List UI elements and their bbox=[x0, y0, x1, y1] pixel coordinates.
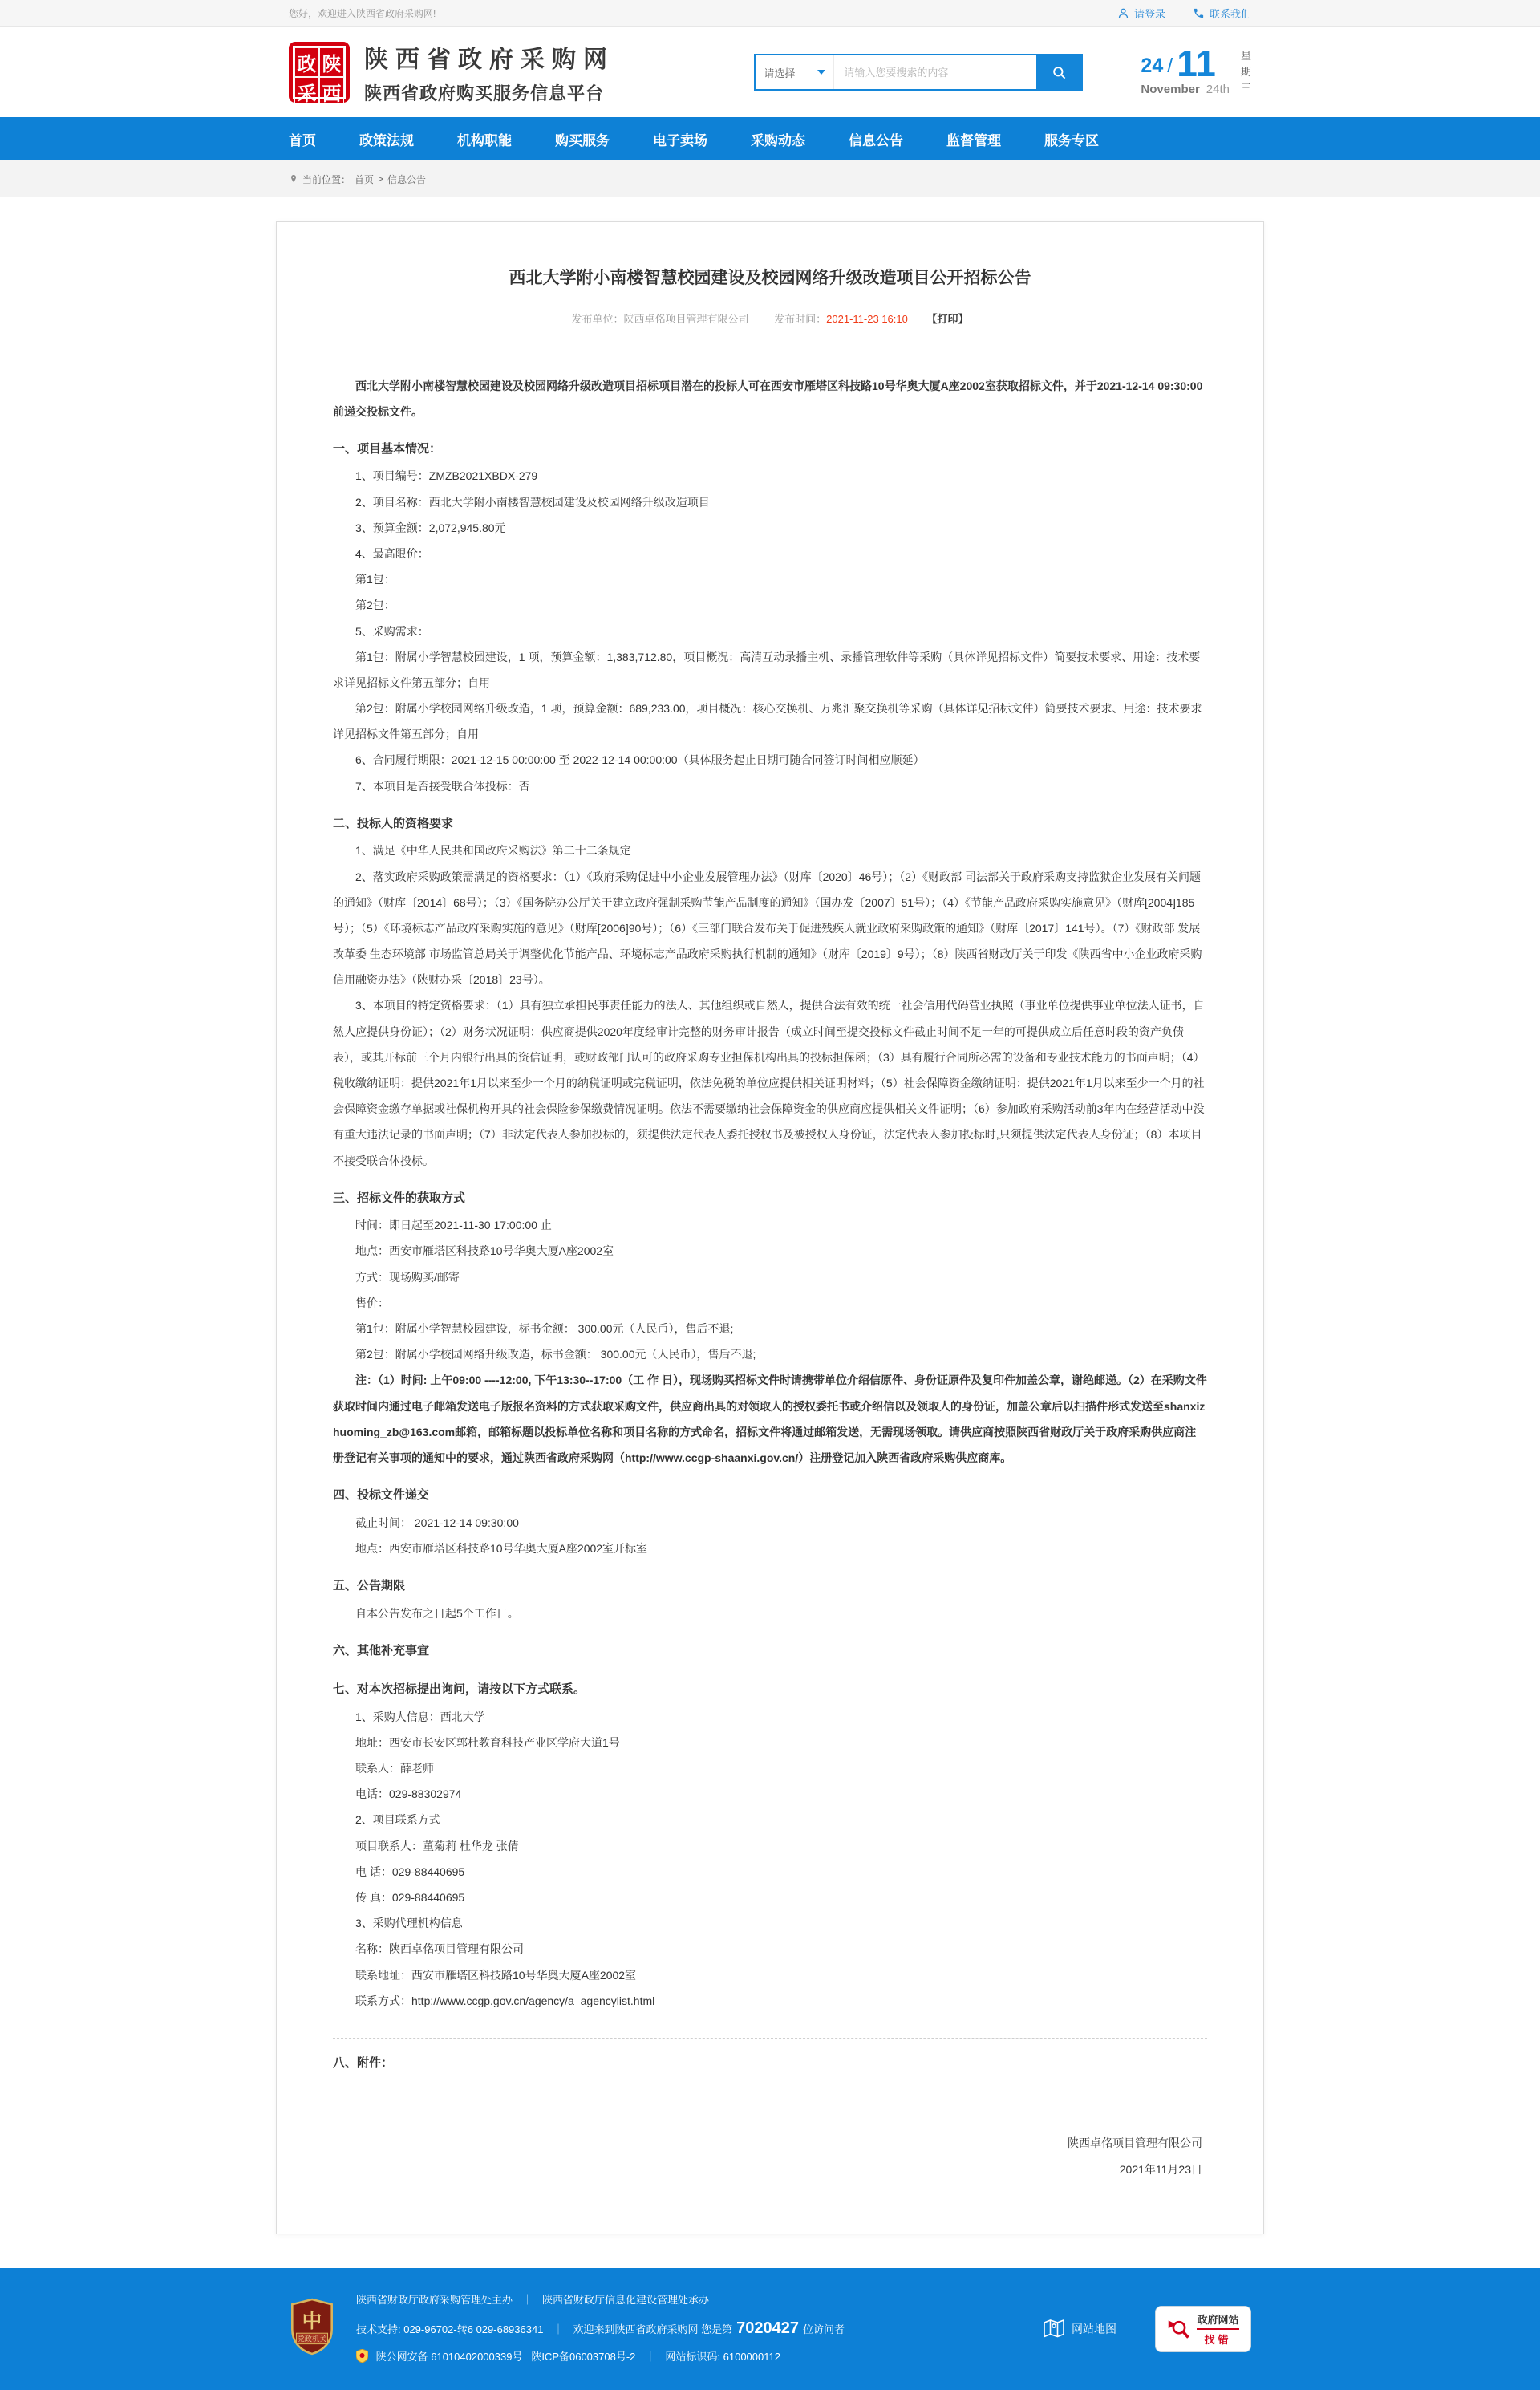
announcement-card bbox=[276, 221, 1264, 2234]
breadcrumb-current[interactable]: 信息公告 bbox=[387, 173, 427, 185]
article-paragraph: 第1包：附属小学智慧校园建设，1 项，预算金额：1,383,712.80，项目概况：高清互动录播主机、录播管理软件等采购（具体详见招标文件）简要技术要求、用途：技术要求详见招标文件第五部分；自用 bbox=[333, 650, 1201, 689]
report-error-badge[interactable]: 政府网站 找错 bbox=[1155, 2306, 1251, 2352]
error-finder-icon bbox=[1167, 2317, 1191, 2341]
article-paragraph: 自本公告发布之日起5个工作日。 bbox=[355, 1606, 519, 1620]
public-security-badge-icon bbox=[356, 2349, 368, 2363]
article-paragraph: 4、最高限价： bbox=[355, 546, 429, 560]
article-paragraph: 名称：陕西卓佲项目管理有限公司 bbox=[355, 1942, 524, 1956]
article-paragraph: 3、预算金额：2,072,945.80元 bbox=[355, 521, 506, 534]
weekday-character: 三 bbox=[1240, 82, 1251, 95]
section-heading: 二、投标人的资格要求 bbox=[333, 816, 454, 830]
date-ordinal: 24th bbox=[1206, 83, 1230, 97]
chevron-down-icon bbox=[817, 70, 825, 75]
nav-item[interactable]: 首页 bbox=[289, 132, 316, 148]
page-title: 西北大学附小南楼智慧校园建设及校园网络升级改造项目公开招标公告 bbox=[509, 269, 1031, 287]
date-month-name: November bbox=[1141, 83, 1200, 97]
article-paragraph: 5、采购需求： bbox=[355, 624, 429, 638]
section-heading: 六、其他补充事宜 bbox=[333, 1643, 430, 1658]
login-link[interactable]: 请登录 bbox=[1117, 6, 1165, 21]
section-heading: 八、附件： bbox=[333, 2055, 394, 2070]
nav-item[interactable]: 采购动态 bbox=[751, 132, 805, 148]
article-paragraph: 项目联系人：董菊莉 杜华龙 张倩 bbox=[355, 1839, 519, 1852]
site-footer bbox=[0, 2268, 1540, 2390]
svg-text:党政机关: 党政机关 bbox=[297, 2335, 327, 2343]
date-widget: 24 / 11 November 24th 星 期 三 bbox=[1141, 42, 1251, 97]
section-heading: 四、投标文件递交 bbox=[333, 1488, 430, 1503]
main-nav bbox=[0, 117, 1540, 160]
article-paragraph: 3、采购代理机构信息 bbox=[355, 1917, 463, 1930]
article-paragraph: 方式：现场购买/邮寄 bbox=[355, 1270, 460, 1284]
welcome-text: 您好，欢迎进入陕西省政府采购网! bbox=[289, 8, 436, 19]
footer-text: 陕西省财政厅政府采购管理处主办 ｜ 陕西省财政厅信息化建设管理处承办 技术支持: 029-96702-转6 029-68936341 ｜ 欢迎来到陕西省政府采购网 您是第 7020427 位访问者 陕公网安备 61010402000339号 陕ICP备06003708号-2 ｜ 网站标识码: 6100000112 bbox=[356, 2294, 845, 2364]
section-heading: 三、招标文件的获取方式 bbox=[333, 1191, 466, 1205]
article-paragraph: 电 话：029-88440695 bbox=[355, 1865, 465, 1878]
footer-tech-support: 技术支持: 029-96702-转6 029-68936341 bbox=[356, 2323, 544, 2336]
breadcrumb: 当前位置： 首页 > 信息公告 bbox=[289, 160, 1251, 197]
logo-character: 西 bbox=[319, 77, 344, 107]
article-paragraph: 2、项目名称：西北大学附小南楼智慧校园建设及校园网络升级改造项目 bbox=[355, 495, 710, 509]
site-title: 陕西省政府采购网 bbox=[364, 47, 614, 73]
publish-time: 2021-11-23 16:10 bbox=[826, 312, 908, 325]
signature-line: 2021年11月23日 bbox=[1119, 2162, 1202, 2176]
article-paragraph: 地址：西安市长安区郭杜教育科技产业区学府大道1号 bbox=[355, 1735, 620, 1749]
user-icon bbox=[1117, 7, 1129, 19]
site-subtitle: 陕西省政府购买服务信息平台 bbox=[364, 83, 605, 103]
footer-icp-record[interactable]: 陕ICP备06003708号-2 bbox=[531, 2351, 636, 2364]
article-paragraph: 6、合同履行期限：2021-12-15 00:00:00 至 2022-12-14 00:00:00（具体服务起止日期可随合同签订时间相应顺延） bbox=[355, 753, 925, 767]
logo-character: 采 bbox=[294, 77, 319, 107]
article-paragraph: 第2包： bbox=[355, 599, 395, 612]
section-heading: 七、对本次招标提出询问，请按以下方式联系。 bbox=[333, 1682, 586, 1697]
article-paragraph: 电话：029-88302974 bbox=[355, 1787, 462, 1801]
article-paragraph: 联系人：薛老师 bbox=[355, 1762, 434, 1775]
article-paragraph: 第1包：附属小学智慧校园建设，标书金额： 300.00元（人民币），售后不退; bbox=[355, 1322, 734, 1335]
visitor-count: 7020427 bbox=[736, 2319, 799, 2338]
article-paragraph: 联系地址：西安市雁塔区科技路10号华奥大厦A座2002室 bbox=[355, 1968, 637, 1982]
article-paragraph: 1、项目编号：ZMZB2021XBDX-279 bbox=[355, 469, 538, 483]
nav-item[interactable]: 电子卖场 bbox=[653, 132, 707, 148]
attachment-divider bbox=[333, 2038, 1207, 2039]
date-day: 24 bbox=[1141, 55, 1164, 78]
nav-item[interactable]: 机构职能 bbox=[457, 132, 512, 148]
phone-icon bbox=[1193, 7, 1205, 19]
section-heading: 一、项目基本情况： bbox=[333, 441, 442, 456]
sitemap-link[interactable]: 网站地图 bbox=[1044, 2319, 1116, 2338]
article-paragraph: 2、项目联系方式 bbox=[355, 1813, 440, 1827]
article-paragraph: 3、本项目的特定资格要求：（1）具有独立承担民事责任能力的法人、其他组织或自然人，提供合法有效的统一社会信用代码营业执照（事业单位提供事业单位法人证书，自然人应提供身份证）；（2）财务状况证明：供应商提供2020年度经审计完整的财务审计报告（成立时间至提交投标文件截止时间不足一年的可提供成立后任意时段的资产负债表），或其开标前三个月内银行出具的资信证明，或财政部门认可的政府采购专业担保机构出具的投标担保函；（3）具有履行合同所必需的设备和专业技术能力的书面声明；（4）税收缴纳证明：提供2021年1月以来至少一个月的纳税证明或完税证明，依法免税的单位应提供相关证明材料；（5）社会保障资金缴纳证明：提供2021年1月以来至少一个月的社会保障资金缴存单据或社保机构开具的社会保险参保缴费情况证明。依法不需要缴纳社会保障资金的供应商应提供相关文件证明；（6）参加政府采购活动前3年内在经营活动中没有重大违法记录的书面声明；（7）非法定代表人参加投标的，须提供法定代表人委托授权书及被授权人身份证，法定代表人参加投标时,只须提供法定代表人身份证；（8）本项目不接受联合体投标。 bbox=[333, 999, 1205, 1167]
contact-link[interactable]: 联系我们 bbox=[1193, 6, 1251, 21]
date-weekday bbox=[1241, 48, 1251, 96]
article-paragraph: 地点：西安市雁塔区科技路10号华奥大厦A座2002室开标室 bbox=[355, 1541, 648, 1555]
location-pin-icon bbox=[289, 173, 298, 185]
article-body bbox=[333, 373, 1207, 2182]
article-paragraph: 时间：即日起至2021-11-30 17:00:00 止 bbox=[355, 1219, 552, 1232]
article-paragraph: 1、采购人信息：西北大学 bbox=[355, 1710, 485, 1723]
article-meta: 发布单位：陕西卓佲项目管理有限公司 发布时间：2021-11-23 16:10 【打印】 bbox=[571, 312, 969, 325]
site-header bbox=[0, 27, 1540, 117]
map-icon bbox=[1044, 2319, 1064, 2338]
nav-item[interactable]: 信息公告 bbox=[849, 132, 903, 148]
logo-character: 陕 bbox=[319, 47, 344, 77]
site-titles bbox=[364, 39, 614, 105]
breadcrumb-bar bbox=[0, 160, 1540, 197]
weekday-character: 星 bbox=[1240, 49, 1251, 62]
utility-bar bbox=[0, 0, 1540, 27]
publisher-name: 陕西卓佲项目管理有限公司 bbox=[623, 312, 749, 325]
signature-line: 陕西卓佲项目管理有限公司 bbox=[1068, 2136, 1202, 2150]
article-paragraph: 第2包：附属小学校园网络升级改造，标书金额： 300.00元（人民币），售后不退; bbox=[355, 1348, 756, 1361]
article-paragraph: 西北大学附小南楼智慧校园建设及校园网络升级改造项目招标项目潜在的投标人可在西安市雁塔区科技路10号华奥大厦A座2002室获取招标文件，并于2021-12-14 09:30:00前递交投标文件。 bbox=[333, 379, 1203, 418]
nav-item[interactable]: 服务专区 bbox=[1044, 132, 1099, 148]
site-logo bbox=[289, 42, 350, 103]
footer-managed-by: 陕西省财政厅信息化建设管理处承办 bbox=[542, 2294, 710, 2307]
weekday-character: 期 bbox=[1240, 65, 1251, 78]
nav-item[interactable]: 购买服务 bbox=[555, 132, 610, 148]
search-button[interactable] bbox=[1036, 55, 1081, 89]
date-month: 11 bbox=[1177, 42, 1216, 84]
article-paragraph: 1、满足《中华人民共和国政府采购法》第二十二条规定 bbox=[355, 844, 631, 858]
footer-hosted-by: 陕西省财政厅政府采购管理处主办 bbox=[356, 2294, 513, 2307]
article-paragraph: 7、本项目是否接受联合体投标：否 bbox=[355, 779, 530, 793]
article-paragraph: 注：（1）时间: 上午09:00 ----12:00, 下午13:30--17:00（工 作 日），现场购买招标文件时请携带单位介绍信原件、身份证原件及复印件加盖公章，谢绝邮递。（2）在采购文件获取时间内通过电子邮箱发送电子版报名资料的方式获取采购文件，供应商出具的对领取人的授权委托书或介绍信以及领取人的身份证，加盖公章后以扫描件形式发送至shanxizhuoming_zb@163.com邮箱，邮箱标题以投标单位名称和项目名称的方式命名，招标文件将通过邮箱发送，无需现场领取。请供应商按照陕西省财政厅关于政府采购供应商注册登记有关事项的通知中的要求，通过陕西省政府采购网（http://www.ccgp-shaanxi.gov.cn/）注册登记加入陕西省政府采购供应商库。 bbox=[333, 1374, 1207, 1464]
footer-security-record[interactable]: 陕公网安备 61010402000339号 bbox=[375, 2351, 523, 2364]
article-paragraph: 第2包：附属小学校园网络升级改造，1 项，预算金额：689,233.00，项目概况：核心交换机、万兆汇聚交换机等采购（具体详见招标文件）简要技术要求、用途：技术要求详见招标文件第五部分；自用 bbox=[333, 702, 1202, 741]
article-paragraph: 2、落实政府采购政策需满足的资格要求：（1）《政府采购促进中小企业发展管理办法》（财库〔2020〕46号）；（2）《财政部 司法部关于政府采购支持监狱企业发展有关问题的通知》（财库〔2014〕68号）；（3）《国务院办公厅关于建立政府强制采购节能产品制度的通知》（国办发〔2007〕51号）；（4）《节能产品政府采购实施意见》（财库[2004]185号）；（5）《环境标志产品政府采购实施的意见》（财库[2006]90号）；（6）《三部门联合发布关于促进残疾人就业政府采购政策的通知》（财库〔2017〕141号）。（7）《财政部 发展改革委 生态环境部 市场监管总局关于调整优化节能产品、环境标志产品政府采购执行机制的通知》（财库〔2019〕9号）；（8）陕西省财政厅关于印发《陕西省中小企业政府采购信用融资办法》（陕财办采〔2018〕23号）。 bbox=[333, 870, 1202, 987]
article-paragraph: 传 真：029-88440695 bbox=[355, 1891, 465, 1904]
print-button[interactable]: 【打印】 bbox=[926, 312, 969, 325]
government-emblem bbox=[289, 2298, 335, 2360]
svg-text:中: 中 bbox=[302, 2311, 322, 2333]
search-icon bbox=[1052, 65, 1067, 80]
article-paragraph: 截止时间： 2021-12-14 09:30:00 bbox=[355, 1516, 519, 1529]
logo-character: 政 bbox=[294, 47, 319, 77]
search-input[interactable] bbox=[834, 55, 1036, 89]
section-heading: 五、公告期限 bbox=[333, 1579, 406, 1593]
search-category-select[interactable]: 请选择 bbox=[756, 55, 834, 89]
article-paragraph: 地点：西安市雁塔区科技路10号华奥大厦A座2002室 bbox=[355, 1244, 614, 1258]
breadcrumb-home[interactable]: 首页 bbox=[355, 173, 375, 185]
footer-site-code: 网站标识码: 6100000112 bbox=[665, 2351, 780, 2364]
nav-item[interactable]: 监督管理 bbox=[946, 132, 1001, 148]
article-paragraph: 联系方式：http://www.ccgp.gov.cn/agency/a_agencylist.html bbox=[355, 1994, 655, 2007]
article-paragraph: 第1包： bbox=[355, 573, 395, 586]
article-paragraph: 售价： bbox=[355, 1296, 389, 1309]
search-bar bbox=[754, 54, 1083, 91]
main-content bbox=[0, 197, 1540, 2268]
nav-item[interactable]: 政策法规 bbox=[359, 132, 414, 148]
